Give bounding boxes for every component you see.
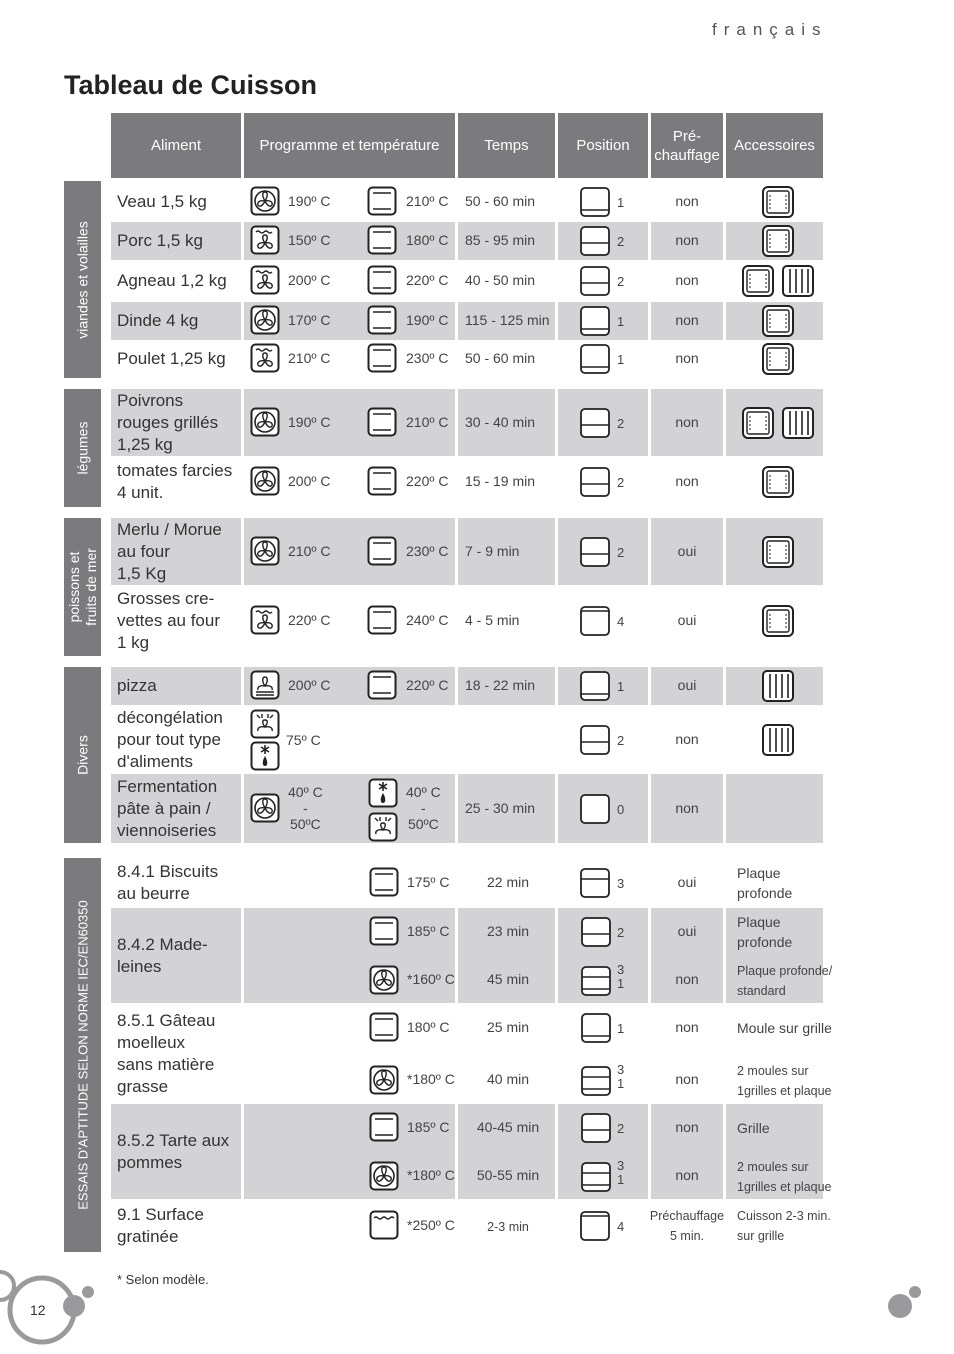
cooking-time: 23 min (486, 922, 530, 939)
oven-rack-icon (761, 723, 795, 757)
program-icon (369, 1210, 399, 1240)
cooking-time: 15 - 19 min (465, 472, 536, 489)
accessory-text: Cuisson 2-3 min. sur grille (737, 1209, 831, 1243)
cooking-time: 7 - 9 min (465, 542, 520, 559)
oven-program-icon (369, 1012, 399, 1042)
cooking-time: 85 - 95 min (465, 232, 536, 248)
program-icon (367, 670, 397, 700)
food-name: 8.4.2 Made- leines (117, 934, 208, 976)
food-name: 8.5.1 Gâteau moelleux sans matière grasse (117, 1010, 216, 1096)
food-name: Grosses cre- vettes au four 1 kg (117, 588, 221, 652)
shelf-position: 4 (617, 613, 625, 629)
shelf-position-icon (579, 670, 611, 702)
cooking-time: 22 min (486, 874, 530, 890)
cooking-time: 45 min (486, 971, 530, 988)
food-name: Merlu / Morue au four 1,5 Kg (117, 519, 222, 583)
shelf-position-icon (579, 466, 611, 498)
defrost-icon (250, 709, 280, 739)
shelf-position-icon (579, 793, 611, 825)
shelf-position: 2 (617, 474, 625, 490)
shelf-position-icon (579, 724, 611, 756)
shelf-position-icon (579, 305, 611, 337)
shelf-position-icon (579, 605, 611, 637)
temperature-value: 40º C - 50ºC (288, 784, 323, 832)
shelf-position: 2 (617, 415, 625, 431)
program-icon (250, 225, 280, 255)
food-name: Poivrons rouges grillés 1,25 kg (117, 390, 219, 454)
temperature-value: *250º C (407, 1217, 455, 1233)
food-name: 8.5.2 Tarte aux pommes (117, 1130, 230, 1172)
footnote: * Selon modèle. (117, 1272, 209, 1287)
food-name: décongélation pour tout type d'aliments (117, 707, 223, 771)
shelf-position-icon (580, 1161, 612, 1193)
accessory-text: 2 moules sur 1grilles et plaque (737, 1160, 832, 1195)
temperature-value: 190º C (288, 413, 331, 430)
temperature-value: 185º C (407, 1118, 450, 1135)
preheat-value: non (675, 232, 699, 248)
accessory-text: Plaque profonde (737, 913, 793, 950)
preheat-value: non (675, 799, 699, 816)
baking-tray-icon (761, 185, 795, 219)
temperature-value: 170º C (288, 312, 331, 328)
food-name: tomates farcies 4 unit. (117, 460, 233, 502)
shelf-position-icon (579, 407, 611, 439)
temperature-value: 220º C (288, 611, 331, 628)
food-name: Fermentation pâte à pain / viennoiseries (117, 776, 218, 840)
header-aliment: Aliment (111, 113, 241, 178)
shelf-position: 2 (617, 234, 625, 249)
cooking-time: 25 min (486, 1019, 530, 1036)
temperature-value: 210º C (288, 542, 331, 559)
shelf-position: 2 (617, 924, 625, 940)
temperature-value: 180º C (406, 232, 449, 248)
snowflake-icon (250, 741, 280, 771)
cooking-time: 50-55 min (476, 1167, 540, 1184)
program-icon (250, 466, 280, 496)
cooking-time: 40-45 min (476, 1118, 540, 1135)
temperature-value: 230º C (406, 542, 449, 559)
shelf-position: 2 (617, 1120, 625, 1136)
preheat-value: non (675, 1019, 699, 1036)
fan-program-icon (369, 965, 399, 995)
snowflake-icon (368, 778, 398, 808)
shelf-position: 2 (617, 274, 625, 289)
baking-tray-icon (761, 304, 795, 338)
defrost-icon (368, 812, 398, 842)
baking-tray-icon (761, 604, 795, 638)
temperature-value: 40º C - 50ºC (406, 784, 441, 832)
shelf-position: 3 (617, 876, 625, 891)
cooking-time: 18 - 22 min (465, 677, 536, 693)
oven-rack-icon (781, 264, 815, 298)
temperature-value: 180º C (407, 1019, 450, 1036)
shelf-position-icon (580, 965, 612, 997)
temperature-value: *160º C (407, 971, 455, 988)
preheat-value: non (675, 272, 699, 288)
header-position: Position (558, 113, 648, 178)
shelf-position-icon (580, 1112, 612, 1144)
cooking-time: 25 - 30 min (465, 799, 536, 816)
temperature-value: 210º C (288, 350, 331, 366)
temperature-value: 220º C (406, 677, 449, 693)
temperature-value: 200º C (288, 677, 331, 693)
header-temps: Temps (458, 113, 555, 178)
program-icon (250, 343, 280, 373)
preheat-value: non (675, 192, 699, 209)
preheat-value: non (675, 730, 699, 747)
fan-program-icon (369, 1065, 399, 1095)
preheat-value: non (675, 472, 699, 489)
temperature-value: 190º C (406, 312, 449, 328)
temperature-value: 230º C (406, 350, 449, 366)
program-icon (250, 305, 280, 335)
cooking-time: 40 - 50 min (465, 272, 536, 288)
temperature-value: 75º C (286, 731, 321, 748)
program-icon (250, 536, 280, 566)
shelf-position: 1 (617, 194, 625, 210)
shelf-position: 2 (617, 732, 625, 748)
cooking-time: 50 - 60 min (465, 192, 536, 209)
cooking-time: 4 - 5 min (465, 611, 520, 628)
baking-tray-icon (761, 465, 795, 499)
cooking-time: 115 - 125 min (465, 312, 550, 328)
temperature-value: 190º C (288, 192, 331, 209)
shelf-position: 3 1 (617, 962, 625, 992)
group-divers: Divers (64, 667, 101, 843)
preheat-value: non (675, 1118, 699, 1135)
program-icon (250, 265, 280, 295)
group-legumes: légumes (64, 389, 101, 507)
food-name: Veau 1,5 kg (117, 191, 207, 211)
cooking-time: 2-3 min (487, 1220, 529, 1234)
cooking-time: 50 - 60 min (465, 350, 536, 366)
shelf-position: 0 (617, 801, 625, 817)
shelf-position: 3 1 (617, 1158, 625, 1188)
temperature-value: 220º C (406, 272, 449, 288)
group-viandes: viandes et volailles (64, 181, 101, 378)
program-icon (367, 305, 397, 335)
oven-rack-icon (761, 669, 795, 703)
accessory-text: Plaque profonde (737, 865, 793, 901)
cooking-time: 30 - 40 min (465, 413, 536, 430)
fan-program-icon (369, 1161, 399, 1191)
program-icon (367, 343, 397, 373)
baking-tray-icon (741, 406, 775, 440)
program-icon (367, 225, 397, 255)
preheat-value: non (675, 971, 699, 988)
shelf-position-icon (580, 1012, 612, 1044)
food-name: Dinde 4 kg (117, 311, 199, 330)
preheat-value: Préchauffage 5 min. (649, 1209, 725, 1243)
program-icon (250, 407, 280, 437)
page-number-decoration (0, 1262, 110, 1354)
preheat-value: oui (677, 922, 697, 939)
shelf-position-icon (579, 1210, 611, 1242)
shelf-position-icon (579, 536, 611, 568)
shelf-position-icon (580, 916, 612, 948)
temperature-value: 200º C (288, 472, 331, 489)
page-title: Tableau de Cuisson (64, 70, 318, 100)
preheat-value: oui (677, 874, 697, 890)
temperature-value: *180º C (407, 1167, 455, 1184)
program-icon (250, 605, 280, 635)
food-name: 8.4.1 Biscuits au beurre (117, 862, 219, 903)
food-name: Agneau 1,2 kg (117, 271, 227, 290)
temperature-value: 200º C (288, 272, 331, 288)
food-name: Porc 1,5 kg (117, 231, 203, 250)
temperature-value: 210º C (406, 192, 449, 209)
shelf-position-icon (579, 343, 611, 375)
food-name: pizza (117, 676, 157, 695)
fan-program-icon (250, 793, 280, 823)
oven-program-icon (369, 916, 399, 946)
temperature-value: *180º C (407, 1070, 455, 1087)
temperature-value: 240º C (406, 611, 449, 628)
group-essais: ESSAIS D'APTITUDE SELON NORME IEC/EN60350 (64, 858, 101, 1252)
header-prechauffage: Pré- chauffage (651, 113, 723, 178)
program-icon (367, 466, 397, 496)
shelf-position: 3 1 (617, 1061, 625, 1091)
shelf-position: 2 (617, 544, 625, 560)
cooking-time: 40 min (486, 1070, 530, 1087)
shelf-position-icon (579, 867, 611, 899)
accessory-text: Grille (737, 1119, 770, 1136)
preheat-value: non (675, 1167, 699, 1184)
preheat-value: non (675, 312, 699, 328)
shelf-position-icon (579, 265, 611, 297)
food-name: 9.1 Surface gratinée (117, 1205, 204, 1246)
preheat-value: oui (677, 677, 697, 693)
header-programme: Programme et température (244, 113, 455, 178)
shelf-position-icon (579, 186, 611, 218)
page-number: 12 (30, 1302, 46, 1318)
oven-rack-icon (781, 406, 815, 440)
shelf-position: 1 (617, 1021, 625, 1037)
baking-tray-icon (741, 264, 775, 298)
accessory-text: Moule sur grille (737, 1020, 832, 1037)
oven-program-icon (369, 1112, 399, 1142)
baking-tray-icon (761, 224, 795, 258)
shelf-position: 1 (617, 352, 625, 367)
preheat-value: non (675, 1070, 699, 1087)
preheat-value: oui (677, 542, 697, 559)
preheat-value: non (675, 413, 699, 430)
temperature-value: 185º C (407, 922, 450, 939)
shelf-position: 1 (617, 314, 625, 329)
program-icon (367, 536, 397, 566)
program-icon (250, 186, 280, 216)
temperature-value: 175º C (407, 874, 450, 890)
shelf-position: 4 (617, 1219, 625, 1234)
temperature-value: 150º C (288, 232, 331, 248)
shelf-position: 1 (617, 679, 625, 694)
shelf-position-icon (580, 1065, 612, 1097)
preheat-value: oui (677, 611, 697, 628)
header-accessoires: Accessoires (726, 113, 823, 178)
shelf-position-icon (579, 225, 611, 257)
preheat-value: non (675, 350, 699, 366)
temperature-value: 220º C (406, 472, 449, 489)
baking-tray-icon (761, 535, 795, 569)
temperature-value: 210º C (406, 413, 449, 430)
corner-dots-icon (884, 1282, 924, 1322)
program-icon (367, 265, 397, 295)
program-icon (369, 867, 399, 897)
row-band (111, 908, 823, 1003)
program-icon (367, 186, 397, 216)
accessory-text: 2 moules sur 1grilles et plaque (737, 1063, 832, 1098)
program-icon (250, 670, 280, 700)
language-label: français (712, 20, 828, 39)
program-icon (367, 407, 397, 437)
accessory-text: Plaque profonde/ standard (737, 964, 833, 999)
baking-tray-icon (761, 342, 795, 376)
food-name: Poulet 1,25 kg (117, 349, 226, 368)
group-poissons: poissons et fruits de mer (64, 518, 101, 656)
program-icon (367, 605, 397, 635)
